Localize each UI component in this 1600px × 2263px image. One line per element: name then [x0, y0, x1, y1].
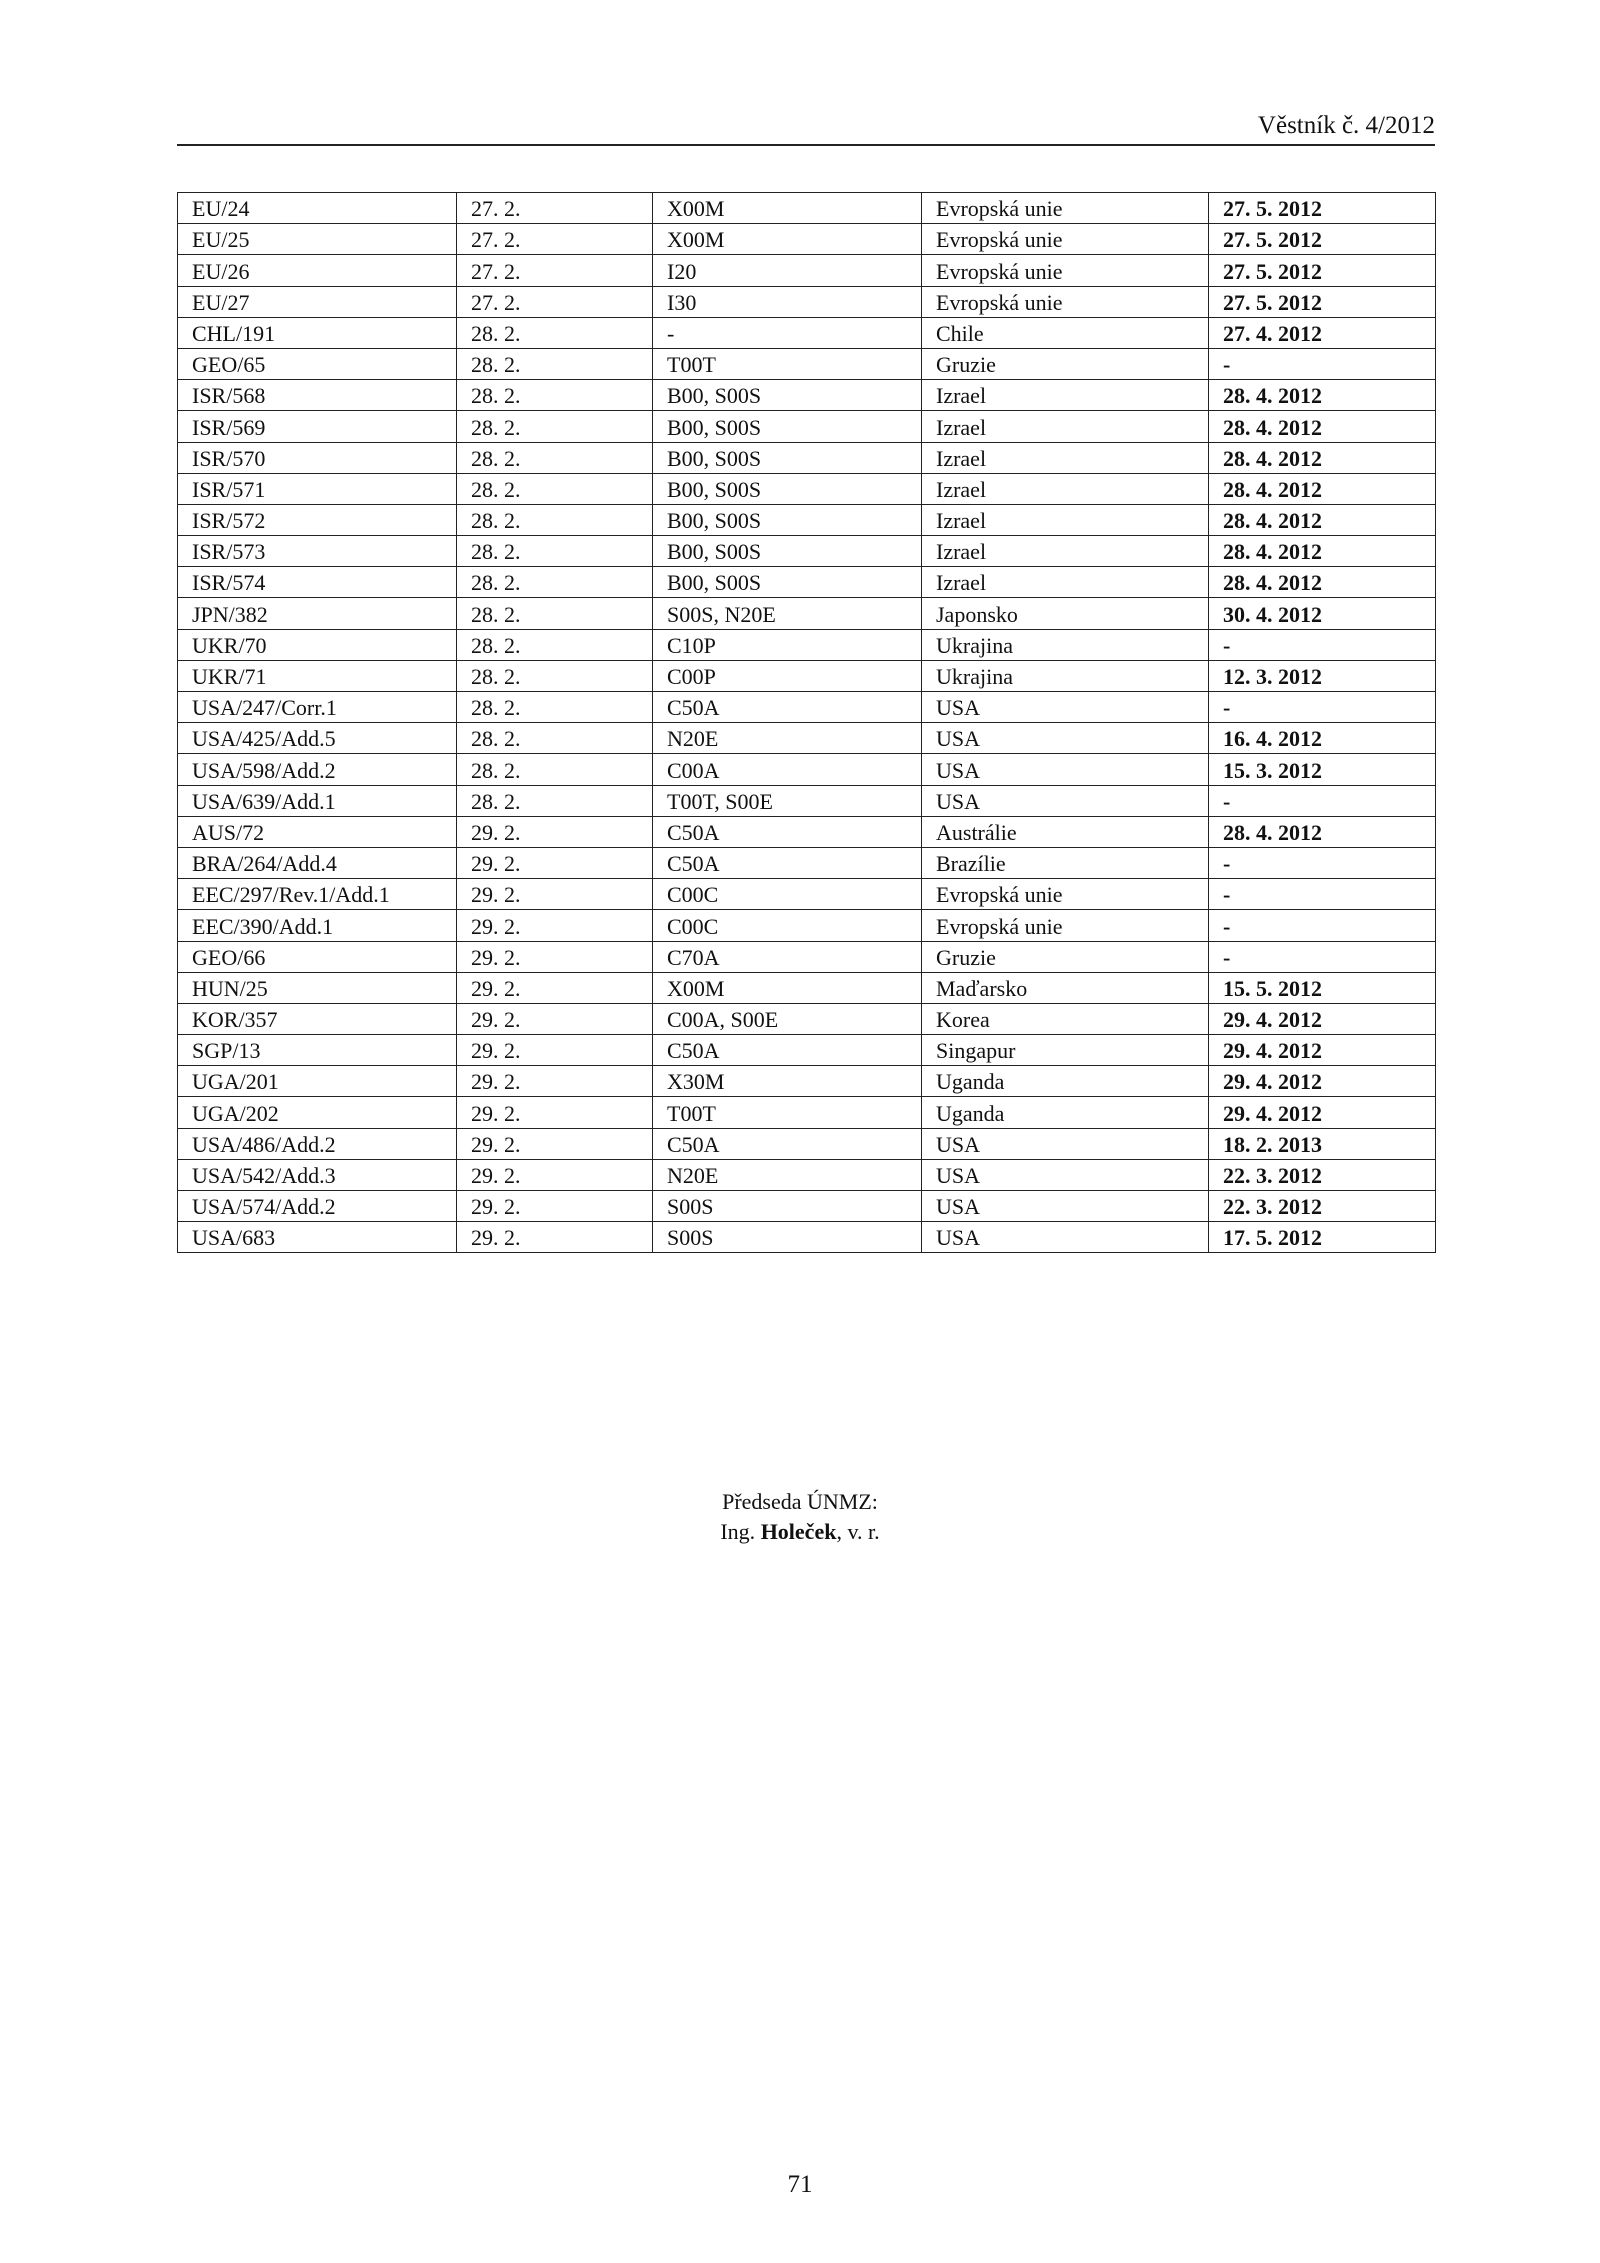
- table-row: [178, 1003, 1436, 1034]
- deadline-cell: 27. 5. 2012: [1209, 193, 1436, 224]
- deadline-cell: 29. 4. 2012: [1209, 1097, 1436, 1128]
- code-cell: B00, S00S: [653, 567, 922, 598]
- document-id-cell: EU/27: [178, 286, 457, 317]
- document-id-cell: SGP/13: [178, 1035, 457, 1066]
- document-id-cell: USA/639/Add.1: [178, 785, 457, 816]
- date-cell: 28. 2.: [457, 442, 653, 473]
- date-cell: 27. 2.: [457, 224, 653, 255]
- deadline-cell: 30. 4. 2012: [1209, 598, 1436, 629]
- notifications-table: [177, 192, 1436, 1253]
- country-cell: Evropská unie: [922, 910, 1209, 941]
- date-cell: 29. 2.: [457, 1003, 653, 1034]
- code-cell: S00S, N20E: [653, 598, 922, 629]
- date-cell: 28. 2.: [457, 785, 653, 816]
- date-cell: 29. 2.: [457, 1066, 653, 1097]
- deadline-cell: -: [1209, 629, 1436, 660]
- document-id-cell: JPN/382: [178, 598, 457, 629]
- country-cell: Evropská unie: [922, 193, 1209, 224]
- deadline-cell: 29. 4. 2012: [1209, 1003, 1436, 1034]
- code-cell: N20E: [653, 1159, 922, 1190]
- country-cell: Korea: [922, 1003, 1209, 1034]
- date-cell: 29. 2.: [457, 1222, 653, 1253]
- page-number: 71: [787, 2171, 813, 2198]
- document-id-cell: EEC/390/Add.1: [178, 910, 457, 941]
- deadline-cell: 29. 4. 2012: [1209, 1066, 1436, 1097]
- code-cell: C00A, S00E: [653, 1003, 922, 1034]
- code-cell: X00M: [653, 224, 922, 255]
- document-id-cell: USA/247/Corr.1: [178, 692, 457, 723]
- country-cell: Evropská unie: [922, 286, 1209, 317]
- deadline-cell: 29. 4. 2012: [1209, 1035, 1436, 1066]
- country-cell: Gruzie: [922, 348, 1209, 379]
- date-cell: 28. 2.: [457, 473, 653, 504]
- country-cell: USA: [922, 1191, 1209, 1222]
- country-cell: Uganda: [922, 1097, 1209, 1128]
- date-cell: 29. 2.: [457, 879, 653, 910]
- deadline-cell: 27. 5. 2012: [1209, 255, 1436, 286]
- code-cell: T00T, S00E: [653, 785, 922, 816]
- deadline-cell: 17. 5. 2012: [1209, 1222, 1436, 1253]
- table-row: [178, 598, 1436, 629]
- deadline-cell: -: [1209, 692, 1436, 723]
- document-id-cell: UKR/71: [178, 660, 457, 691]
- country-cell: Evropská unie: [922, 255, 1209, 286]
- date-cell: 29. 2.: [457, 1159, 653, 1190]
- table-row: [178, 1097, 1436, 1128]
- date-cell: 28. 2.: [457, 504, 653, 535]
- table-row: [178, 1222, 1436, 1253]
- table-row: [178, 1159, 1436, 1190]
- page-header: [177, 108, 1435, 146]
- document-id-cell: EU/24: [178, 193, 457, 224]
- deadline-cell: 18. 2. 2013: [1209, 1128, 1436, 1159]
- date-cell: 28. 2.: [457, 754, 653, 785]
- country-cell: Izrael: [922, 504, 1209, 535]
- document-id-cell: BRA/264/Add.4: [178, 847, 457, 878]
- document-id-cell: EU/26: [178, 255, 457, 286]
- signature-prefix: Ing.: [720, 1519, 756, 1544]
- code-cell: X00M: [653, 972, 922, 1003]
- table-row: [178, 411, 1436, 442]
- document-id-cell: HUN/25: [178, 972, 457, 1003]
- code-cell: B00, S00S: [653, 442, 922, 473]
- date-cell: 28. 2.: [457, 723, 653, 754]
- table-row: [178, 317, 1436, 348]
- deadline-cell: 28. 4. 2012: [1209, 567, 1436, 598]
- signature-name: [0, 1517, 1600, 1547]
- country-cell: Austrálie: [922, 816, 1209, 847]
- document-id-cell: ISR/571: [178, 473, 457, 504]
- table-row: [178, 380, 1436, 411]
- date-cell: 29. 2.: [457, 1035, 653, 1066]
- table-row: [178, 847, 1436, 878]
- document-id-cell: GEO/65: [178, 348, 457, 379]
- table-row: [178, 692, 1436, 723]
- deadline-cell: 28. 4. 2012: [1209, 536, 1436, 567]
- document-id-cell: USA/425/Add.5: [178, 723, 457, 754]
- table-row: [178, 567, 1436, 598]
- code-cell: C00C: [653, 879, 922, 910]
- code-cell: S00S: [653, 1191, 922, 1222]
- country-cell: Izrael: [922, 442, 1209, 473]
- deadline-cell: 28. 4. 2012: [1209, 816, 1436, 847]
- code-cell: C70A: [653, 941, 922, 972]
- table-row: [178, 255, 1436, 286]
- country-cell: Japonsko: [922, 598, 1209, 629]
- country-cell: USA: [922, 785, 1209, 816]
- table-row: [178, 1035, 1436, 1066]
- signature-surname: Holeček: [760, 1519, 837, 1544]
- date-cell: 28. 2.: [457, 411, 653, 442]
- date-cell: 29. 2.: [457, 1128, 653, 1159]
- date-cell: 29. 2.: [457, 847, 653, 878]
- code-cell: N20E: [653, 723, 922, 754]
- journal-issue-title: Věstník č. 4/2012: [1257, 112, 1435, 139]
- code-cell: X00M: [653, 193, 922, 224]
- deadline-cell: 15. 3. 2012: [1209, 754, 1436, 785]
- table-row: [178, 286, 1436, 317]
- code-cell: B00, S00S: [653, 504, 922, 535]
- document-id-cell: EU/25: [178, 224, 457, 255]
- country-cell: Gruzie: [922, 941, 1209, 972]
- deadline-cell: -: [1209, 348, 1436, 379]
- document-id-cell: GEO/66: [178, 941, 457, 972]
- country-cell: Uganda: [922, 1066, 1209, 1097]
- document-id-cell: UGA/201: [178, 1066, 457, 1097]
- country-cell: USA: [922, 692, 1209, 723]
- table-row: [178, 879, 1436, 910]
- table-row: [178, 754, 1436, 785]
- table-row: [178, 660, 1436, 691]
- country-cell: USA: [922, 1128, 1209, 1159]
- country-cell: Chile: [922, 317, 1209, 348]
- date-cell: 28. 2.: [457, 380, 653, 411]
- signature-suffix: , v. r.: [836, 1519, 880, 1544]
- table-row: [178, 442, 1436, 473]
- table-row: [178, 723, 1436, 754]
- document-id-cell: CHL/191: [178, 317, 457, 348]
- code-cell: B00, S00S: [653, 536, 922, 567]
- country-cell: USA: [922, 723, 1209, 754]
- date-cell: 29. 2.: [457, 1191, 653, 1222]
- deadline-cell: 12. 3. 2012: [1209, 660, 1436, 691]
- deadline-cell: 28. 4. 2012: [1209, 411, 1436, 442]
- date-cell: 28. 2.: [457, 692, 653, 723]
- table-row: [178, 1191, 1436, 1222]
- table-body: [178, 193, 1436, 1253]
- document-id-cell: EEC/297/Rev.1/Add.1: [178, 879, 457, 910]
- document-id-cell: UKR/70: [178, 629, 457, 660]
- country-cell: Maďarsko: [922, 972, 1209, 1003]
- code-cell: T00T: [653, 348, 922, 379]
- table-row: [178, 348, 1436, 379]
- code-cell: T00T: [653, 1097, 922, 1128]
- document-id-cell: USA/683: [178, 1222, 457, 1253]
- code-cell: C10P: [653, 629, 922, 660]
- country-cell: Evropská unie: [922, 224, 1209, 255]
- date-cell: 27. 2.: [457, 193, 653, 224]
- document-id-cell: USA/486/Add.2: [178, 1128, 457, 1159]
- document-id-cell: AUS/72: [178, 816, 457, 847]
- code-cell: C50A: [653, 692, 922, 723]
- code-cell: I20: [653, 255, 922, 286]
- country-cell: USA: [922, 1159, 1209, 1190]
- code-cell: C00A: [653, 754, 922, 785]
- code-cell: C50A: [653, 816, 922, 847]
- deadline-cell: 15. 5. 2012: [1209, 972, 1436, 1003]
- document-id-cell: UGA/202: [178, 1097, 457, 1128]
- document-id-cell: ISR/572: [178, 504, 457, 535]
- document-id-cell: ISR/568: [178, 380, 457, 411]
- code-cell: B00, S00S: [653, 473, 922, 504]
- code-cell: C50A: [653, 1128, 922, 1159]
- country-cell: Ukrajina: [922, 660, 1209, 691]
- deadline-cell: 27. 5. 2012: [1209, 286, 1436, 317]
- document-id-cell: USA/598/Add.2: [178, 754, 457, 785]
- code-cell: S00S: [653, 1222, 922, 1253]
- table-row: [178, 941, 1436, 972]
- document-id-cell: USA/574/Add.2: [178, 1191, 457, 1222]
- code-cell: X30M: [653, 1066, 922, 1097]
- document-id-cell: USA/542/Add.3: [178, 1159, 457, 1190]
- deadline-cell: 22. 3. 2012: [1209, 1159, 1436, 1190]
- table-row: [178, 536, 1436, 567]
- date-cell: 27. 2.: [457, 255, 653, 286]
- country-cell: Brazílie: [922, 847, 1209, 878]
- signature-block: [0, 1487, 1600, 1547]
- country-cell: Izrael: [922, 536, 1209, 567]
- code-cell: -: [653, 317, 922, 348]
- deadline-cell: 28. 4. 2012: [1209, 442, 1436, 473]
- deadline-cell: 28. 4. 2012: [1209, 504, 1436, 535]
- code-cell: C50A: [653, 847, 922, 878]
- country-cell: USA: [922, 754, 1209, 785]
- deadline-cell: 27. 4. 2012: [1209, 317, 1436, 348]
- country-cell: Ukrajina: [922, 629, 1209, 660]
- table-row: [178, 224, 1436, 255]
- date-cell: 28. 2.: [457, 629, 653, 660]
- date-cell: 27. 2.: [457, 286, 653, 317]
- country-cell: Izrael: [922, 380, 1209, 411]
- code-cell: C00P: [653, 660, 922, 691]
- date-cell: 29. 2.: [457, 972, 653, 1003]
- table-row: [178, 816, 1436, 847]
- table-row: [178, 1128, 1436, 1159]
- deadline-cell: -: [1209, 879, 1436, 910]
- date-cell: 28. 2.: [457, 598, 653, 629]
- date-cell: 28. 2.: [457, 348, 653, 379]
- table-row: [178, 193, 1436, 224]
- deadline-cell: 16. 4. 2012: [1209, 723, 1436, 754]
- table-row: [178, 910, 1436, 941]
- date-cell: 28. 2.: [457, 567, 653, 598]
- table-row: [178, 629, 1436, 660]
- country-cell: Izrael: [922, 567, 1209, 598]
- deadline-cell: -: [1209, 941, 1436, 972]
- deadline-cell: -: [1209, 910, 1436, 941]
- country-cell: Singapur: [922, 1035, 1209, 1066]
- country-cell: Izrael: [922, 411, 1209, 442]
- table-row: [178, 785, 1436, 816]
- date-cell: 29. 2.: [457, 910, 653, 941]
- document-id-cell: ISR/570: [178, 442, 457, 473]
- document-id-cell: ISR/573: [178, 536, 457, 567]
- signature-role: Předseda ÚNMZ:: [722, 1489, 878, 1514]
- country-cell: Evropská unie: [922, 879, 1209, 910]
- date-cell: 29. 2.: [457, 941, 653, 972]
- country-cell: Izrael: [922, 473, 1209, 504]
- table-row: [178, 1066, 1436, 1097]
- deadline-cell: 28. 4. 2012: [1209, 380, 1436, 411]
- code-cell: C00C: [653, 910, 922, 941]
- date-cell: 28. 2.: [457, 536, 653, 567]
- table-row: [178, 972, 1436, 1003]
- deadline-cell: -: [1209, 847, 1436, 878]
- code-cell: B00, S00S: [653, 411, 922, 442]
- date-cell: 28. 2.: [457, 317, 653, 348]
- country-cell: USA: [922, 1222, 1209, 1253]
- code-cell: I30: [653, 286, 922, 317]
- code-cell: B00, S00S: [653, 380, 922, 411]
- deadline-cell: 27. 5. 2012: [1209, 224, 1436, 255]
- document-id-cell: KOR/357: [178, 1003, 457, 1034]
- date-cell: 28. 2.: [457, 660, 653, 691]
- date-cell: 29. 2.: [457, 1097, 653, 1128]
- date-cell: 29. 2.: [457, 816, 653, 847]
- table-row: [178, 504, 1436, 535]
- deadline-cell: 28. 4. 2012: [1209, 473, 1436, 504]
- code-cell: C50A: [653, 1035, 922, 1066]
- deadline-cell: 22. 3. 2012: [1209, 1191, 1436, 1222]
- deadline-cell: -: [1209, 785, 1436, 816]
- table-row: [178, 473, 1436, 504]
- document-id-cell: ISR/569: [178, 411, 457, 442]
- document-id-cell: ISR/574: [178, 567, 457, 598]
